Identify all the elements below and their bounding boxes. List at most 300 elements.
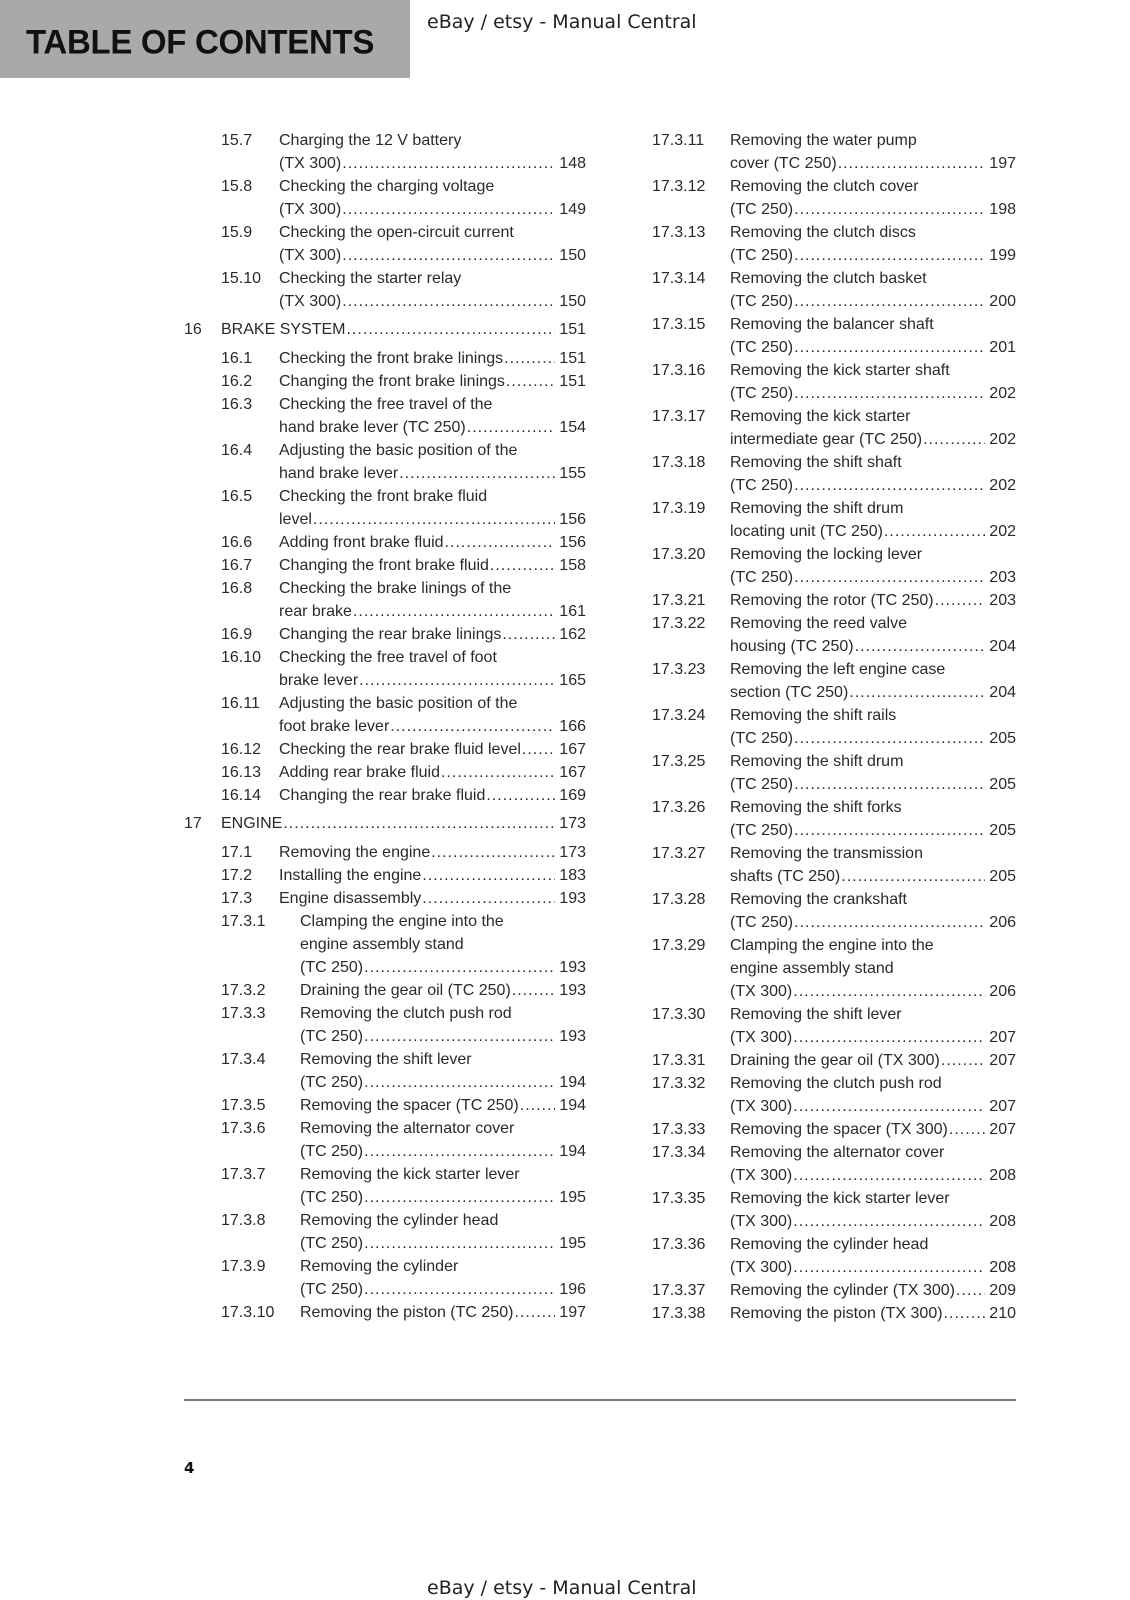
toc-entry-number: 17.3.27 <box>652 845 706 862</box>
toc-entry-page: 208 <box>989 1259 1016 1276</box>
toc-entry-title: Checking the rear brake fluid level <box>279 741 521 758</box>
toc-entry-page: 194 <box>559 1143 586 1160</box>
toc-entry-title: Changing the front brake fluid <box>279 557 489 574</box>
toc-entry-number: 17.3.10 <box>221 1304 275 1321</box>
toc-entry[interactable] <box>652 1187 1016 1233</box>
toc-entry[interactable] <box>652 1072 1016 1118</box>
toc-entry-number: 17.3.28 <box>652 891 706 908</box>
toc-entry-number: 17.3.20 <box>652 546 706 563</box>
toc-entry-page: 205 <box>989 730 1016 747</box>
dot-leader <box>522 738 555 761</box>
toc-entry[interactable] <box>184 623 586 646</box>
toc-entry-title: Removing the cylinder (TX 300) <box>730 1282 955 1299</box>
watermark-bottom: eBay / etsy - Manual Central <box>427 1577 697 1599</box>
toc-entry-title: (TX 300) <box>730 1259 793 1276</box>
toc-entry-title: (TC 250) <box>730 339 794 356</box>
dot-leader <box>793 1026 985 1049</box>
toc-entry-number: 17.3.1 <box>221 913 266 930</box>
toc-entry-title: Removing the kick starter shaft <box>730 362 950 379</box>
toc-entry[interactable] <box>652 1118 1016 1141</box>
toc-entry-number: 17.3.17 <box>652 408 706 425</box>
toc-entry-title: (TC 250) <box>730 247 794 264</box>
toc-entry[interactable] <box>184 554 586 577</box>
dot-leader <box>794 382 985 405</box>
dot-leader <box>364 956 555 979</box>
toc-entry-title: (TC 250) <box>300 1143 364 1160</box>
toc-entry-title: Removing the balancer shaft <box>730 316 934 333</box>
toc-entry-number: 15.10 <box>221 270 262 287</box>
toc-entry-page: 151 <box>559 373 586 390</box>
dot-leader <box>422 864 555 887</box>
toc-entry-number: 16.6 <box>221 534 253 551</box>
toc-entry-number: 15.9 <box>221 224 253 241</box>
dot-leader <box>793 980 985 1003</box>
toc-entry[interactable] <box>652 543 1016 589</box>
toc-entry[interactable] <box>652 313 1016 359</box>
dot-leader <box>342 244 555 267</box>
toc-entry-title: (TC 250) <box>730 385 794 402</box>
toc-entry[interactable] <box>652 1049 1016 1072</box>
toc-entry-number: 17.3.22 <box>652 615 706 632</box>
dot-leader <box>793 1256 985 1279</box>
toc-entry-title: (TC 250) <box>730 822 794 839</box>
toc-entry-title: section (TC 250) <box>730 684 849 701</box>
toc-entry-page: 196 <box>559 1281 586 1298</box>
dot-leader <box>445 531 555 554</box>
dot-leader <box>794 566 985 589</box>
toc-entry[interactable] <box>652 796 1016 842</box>
toc-entry-page: 194 <box>559 1097 586 1114</box>
dot-leader <box>794 290 985 313</box>
toc-entry[interactable] <box>652 589 1016 612</box>
toc-entry-number: 17.3.25 <box>652 753 706 770</box>
toc-entry-number: 17 <box>184 815 202 832</box>
dot-leader <box>794 773 985 796</box>
dot-leader <box>794 244 985 267</box>
toc-entry-title: Checking the charging voltage <box>279 178 495 195</box>
dot-leader <box>504 347 555 370</box>
toc-entry[interactable] <box>184 841 586 864</box>
toc-entry[interactable] <box>652 750 1016 796</box>
toc-entry-number: 17.3.16 <box>652 362 706 379</box>
dot-leader <box>884 520 985 543</box>
page-number: 4 <box>184 1459 195 1477</box>
toc-entry-title: foot brake lever <box>279 718 390 735</box>
dot-leader <box>486 784 555 807</box>
toc-entry-number: 17.3.3 <box>221 1005 266 1022</box>
toc-entry-title: Checking the open-circuit current <box>279 224 514 241</box>
toc-entry-page: 161 <box>559 603 586 620</box>
toc-entry[interactable] <box>652 175 1016 221</box>
toc-entry-title: Removing the piston (TC 250) <box>300 1304 514 1321</box>
toc-entry-number: 17.3.5 <box>221 1097 266 1114</box>
toc-entry[interactable] <box>184 646 586 692</box>
footer-divider <box>184 1399 1016 1401</box>
toc-entry[interactable] <box>652 1141 1016 1187</box>
toc-entry-page: 209 <box>989 1282 1016 1299</box>
toc-entry[interactable] <box>652 1302 1016 1325</box>
toc-entry-number: 17.3.9 <box>221 1258 266 1275</box>
toc-entry[interactable] <box>184 1255 586 1301</box>
toc-entry-title: (TC 250) <box>300 959 364 976</box>
toc-entry-page: 167 <box>559 764 586 781</box>
toc-entry-page: 162 <box>559 626 586 643</box>
dot-leader <box>935 589 985 612</box>
toc-entry-title: hand brake lever <box>279 465 399 482</box>
toc-entry-number: 17.2 <box>221 867 253 884</box>
toc-entry-page: 193 <box>559 959 586 976</box>
toc-entry-title: Removing the shift drum <box>730 753 904 770</box>
toc-entry-number: 17.3.29 <box>652 937 706 954</box>
toc-entry-title: Checking the starter relay <box>279 270 462 287</box>
toc-entry-title: Clamping the engine into the <box>730 937 934 954</box>
toc-entry-number: 16.10 <box>221 649 262 666</box>
dot-leader <box>342 152 555 175</box>
dot-leader <box>364 1025 555 1048</box>
toc-entry[interactable] <box>184 347 586 370</box>
toc-entry-title: hand brake lever (TC 250) <box>279 419 466 436</box>
toc-entry-title: housing (TC 250) <box>730 638 854 655</box>
toc-entry-title: Removing the engine <box>279 844 431 861</box>
toc-entry-page: 207 <box>989 1029 1016 1046</box>
toc-entry-title: Removing the water pump <box>730 132 917 149</box>
toc-entry-title: (TC 250) <box>730 201 794 218</box>
toc-entry-number: 16.4 <box>221 442 253 459</box>
toc-entry-title: Removing the clutch discs <box>730 224 916 241</box>
toc-entry[interactable] <box>184 531 586 554</box>
dot-leader <box>514 1301 555 1324</box>
toc-entry-title: (TX 300) <box>279 293 342 310</box>
toc-entry[interactable] <box>184 221 586 267</box>
toc-entry-title: Removing the spacer (TC 250) <box>300 1097 519 1114</box>
toc-entry-title: ENGINE <box>221 815 283 832</box>
toc-entry-title: Removing the shift drum <box>730 500 904 517</box>
toc-entry-title: (TX 300) <box>730 1213 793 1230</box>
toc-entry-title: engine assembly stand <box>730 960 894 977</box>
toc-entry-number: 17.3.38 <box>652 1305 706 1322</box>
toc-entry[interactable] <box>184 577 586 623</box>
toc-entry-title: Removing the shift lever <box>730 1006 902 1023</box>
toc-entry-title: (TX 300) <box>279 155 342 172</box>
toc-entry-title: Clamping the engine into the <box>300 913 504 930</box>
toc-entry-number: 17.3.11 <box>652 132 705 149</box>
toc-entry-title: intermediate gear (TC 250) <box>730 431 923 448</box>
toc-entry-page: 201 <box>989 339 1016 356</box>
toc-entry-title: (TC 250) <box>300 1028 364 1045</box>
toc-entry-page: 165 <box>559 672 586 689</box>
toc-entry-page: 166 <box>559 718 586 735</box>
toc-entry-number: 16.9 <box>221 626 253 643</box>
toc-entry[interactable] <box>184 267 586 313</box>
toc-entry-page: 195 <box>559 1235 586 1252</box>
toc-entry-number: 15.8 <box>221 178 253 195</box>
dot-leader <box>949 1118 985 1141</box>
toc-entry-title: (TC 250) <box>730 569 794 586</box>
toc-entry-number: 17.3.8 <box>221 1212 266 1229</box>
toc-entry-title: Removing the spacer (TX 300) <box>730 1121 948 1138</box>
toc-entry-title: Removing the clutch push rod <box>730 1075 942 1092</box>
toc-entry-number: 17.3.33 <box>652 1121 706 1138</box>
dot-leader <box>838 152 985 175</box>
toc-entry-number: 17.3.6 <box>221 1120 266 1137</box>
toc-entry[interactable] <box>184 318 586 341</box>
toc-entry-number: 16.11 <box>221 695 260 712</box>
dot-leader <box>793 1210 985 1233</box>
toc-entry-title: engine assembly stand <box>300 936 464 953</box>
toc-entry-title: level <box>279 511 312 528</box>
toc-entry[interactable] <box>652 359 1016 405</box>
toc-entry-number: 17.3.12 <box>652 178 706 195</box>
toc-entry-title: Adjusting the basic position of the <box>279 695 518 712</box>
dot-leader <box>793 1095 985 1118</box>
toc-entry[interactable] <box>652 888 1016 934</box>
toc-entry-title: Removing the clutch push rod <box>300 1005 512 1022</box>
toc-entry-title: Removing the cylinder <box>300 1258 459 1275</box>
page-title: TABLE OF CONTENTS <box>26 22 375 61</box>
toc-entry-title: Removing the alternator cover <box>730 1144 945 1161</box>
toc-entry-title: cover (TC 250) <box>730 155 837 172</box>
toc-entry-page: 202 <box>989 477 1016 494</box>
toc-entry[interactable] <box>184 1002 586 1048</box>
toc-entry[interactable] <box>184 370 586 393</box>
dot-leader <box>441 761 555 784</box>
header-banner <box>0 0 410 78</box>
toc-entry-page: 193 <box>559 1028 586 1045</box>
toc-entry-title: Removing the cylinder head <box>730 1236 929 1253</box>
toc-entry-page: 202 <box>989 385 1016 402</box>
toc-entry[interactable] <box>652 267 1016 313</box>
toc-entry-number: 17.3.34 <box>652 1144 706 1161</box>
toc-entry-page: 173 <box>559 815 586 832</box>
toc-entry-page: 202 <box>989 431 1016 448</box>
toc-entry-number: 17.3.14 <box>652 270 706 287</box>
toc-entry-title: Charging the 12 V battery <box>279 132 462 149</box>
toc-entry[interactable] <box>184 692 586 738</box>
toc-entry-page: 173 <box>559 844 586 861</box>
toc-entry-title: Engine disassembly <box>279 890 422 907</box>
toc-entry-page: 206 <box>989 914 1016 931</box>
toc-entry-page: 193 <box>559 890 586 907</box>
dot-leader <box>399 462 555 485</box>
toc-entry-page: 156 <box>559 511 586 528</box>
toc-entry[interactable] <box>184 979 586 1002</box>
toc-entry-page: 199 <box>989 247 1016 264</box>
dot-leader <box>956 1279 985 1302</box>
toc-entry-page: 207 <box>989 1098 1016 1115</box>
toc-entry[interactable] <box>184 910 586 979</box>
toc-entry-title: Installing the engine <box>279 867 422 884</box>
toc-entry-title: Removing the locking lever <box>730 546 923 563</box>
toc-entry-number: 17.3.2 <box>221 982 266 999</box>
toc-right-column <box>652 129 1016 1325</box>
toc-entry[interactable] <box>652 1233 1016 1279</box>
dot-leader <box>467 416 555 439</box>
toc-entry[interactable] <box>184 1048 586 1094</box>
toc-entry-page: 210 <box>989 1305 1016 1322</box>
toc-entry-number: 16.12 <box>221 741 262 758</box>
dot-leader <box>313 508 555 531</box>
toc-entry[interactable] <box>184 887 586 910</box>
toc-entry[interactable] <box>184 784 586 807</box>
toc-entry-title: Checking the free travel of foot <box>279 649 497 666</box>
toc-entry-title: Adding rear brake fluid <box>279 764 440 781</box>
dot-leader <box>941 1049 985 1072</box>
toc-entry[interactable] <box>652 1003 1016 1049</box>
toc-entry-number: 16.7 <box>221 557 253 574</box>
toc-entry-page: 205 <box>989 776 1016 793</box>
toc-entry-number: 16.5 <box>221 488 253 505</box>
toc-entry-page: 193 <box>559 982 586 999</box>
toc-entry-title: Removing the rotor (TC 250) <box>730 592 934 609</box>
toc-entry-title: locating unit (TC 250) <box>730 523 883 540</box>
toc-entry-title: Adding front brake fluid <box>279 534 444 551</box>
toc-entry-title: (TC 250) <box>730 293 794 310</box>
toc-entry-title: Removing the kick starter lever <box>730 1190 950 1207</box>
toc-entry[interactable] <box>184 1209 586 1255</box>
toc-entry[interactable] <box>184 439 586 485</box>
toc-entry[interactable] <box>184 393 586 439</box>
dot-leader <box>390 715 555 738</box>
dot-leader <box>849 681 985 704</box>
toc-entry-page: 202 <box>989 523 1016 540</box>
toc-entry-title: Removing the shift forks <box>730 799 902 816</box>
toc-entry-number: 17.3.30 <box>652 1006 706 1023</box>
toc-entry-page: 197 <box>989 155 1016 172</box>
toc-entry-title: Removing the kick starter <box>730 408 911 425</box>
toc-entry-page: 150 <box>559 293 586 310</box>
dot-leader <box>502 623 555 646</box>
toc-entry-page: 154 <box>559 419 586 436</box>
toc-entry-title: (TX 300) <box>279 201 342 218</box>
dot-leader <box>793 1164 985 1187</box>
dot-leader <box>422 887 555 910</box>
toc-entry[interactable] <box>184 1094 586 1117</box>
dot-leader <box>794 474 985 497</box>
toc-entry[interactable] <box>652 842 1016 888</box>
toc-entry[interactable] <box>184 175 586 221</box>
toc-entry-title: Checking the brake linings of the <box>279 580 512 597</box>
toc-entry-title: Removing the piston (TX 300) <box>730 1305 943 1322</box>
toc-entry[interactable] <box>652 221 1016 267</box>
toc-entry[interactable] <box>184 485 586 531</box>
dot-leader <box>841 865 985 888</box>
toc-entry[interactable] <box>184 864 586 887</box>
dot-leader <box>794 336 985 359</box>
toc-entry[interactable] <box>652 405 1016 451</box>
dot-leader <box>944 1302 985 1325</box>
toc-entry-number: 17.3.32 <box>652 1075 706 1092</box>
toc-entry-page: 169 <box>559 787 586 804</box>
toc-entry-title: Removing the shift lever <box>300 1051 472 1068</box>
dot-leader <box>512 979 555 1002</box>
toc-entry-page: 206 <box>989 983 1016 1000</box>
dot-leader <box>364 1186 555 1209</box>
dot-leader <box>506 370 555 393</box>
toc-entry-page: 167 <box>559 741 586 758</box>
toc-entry[interactable] <box>184 738 586 761</box>
toc-entry-number: 17.3.4 <box>221 1051 266 1068</box>
toc-entry-title: (TX 300) <box>730 1167 793 1184</box>
toc-entry-number: 17.3.15 <box>652 316 706 333</box>
toc-entry-title: Adjusting the basic position of the <box>279 442 518 459</box>
dot-leader <box>364 1140 555 1163</box>
toc-entry-title: Removing the clutch cover <box>730 178 919 195</box>
toc-entry[interactable] <box>184 1163 586 1209</box>
toc-entry[interactable] <box>652 1279 1016 1302</box>
toc-entry-title: Changing the rear brake fluid <box>279 787 486 804</box>
toc-entry-page: 203 <box>989 592 1016 609</box>
toc-entry-page: 200 <box>989 293 1016 310</box>
toc-entry[interactable] <box>184 761 586 784</box>
toc-entry[interactable] <box>652 658 1016 704</box>
toc-entry[interactable] <box>184 129 586 175</box>
toc-entry-page: 208 <box>989 1213 1016 1230</box>
toc-entry-title: Changing the rear brake linings <box>279 626 502 643</box>
toc-entry-title: Removing the transmission <box>730 845 923 862</box>
dot-leader <box>283 812 555 835</box>
toc-entry-page: 148 <box>559 155 586 172</box>
dot-leader <box>353 600 555 623</box>
toc-entry[interactable] <box>184 1301 586 1324</box>
toc-entry-title: Checking the free travel of the <box>279 396 493 413</box>
dot-leader <box>794 727 985 750</box>
toc-entry[interactable] <box>652 451 1016 497</box>
toc-entry[interactable] <box>652 497 1016 543</box>
toc-entry-page: 195 <box>559 1189 586 1206</box>
toc-entry-number: 17.3.36 <box>652 1236 706 1253</box>
toc-entry-number: 17.3.13 <box>652 224 706 241</box>
dot-leader <box>359 669 555 692</box>
toc-entry-title: Removing the alternator cover <box>300 1120 515 1137</box>
watermark-top: eBay / etsy - Manual Central <box>427 11 697 33</box>
toc-entry-number: 17.3.19 <box>652 500 706 517</box>
toc-entry-number: 16.3 <box>221 396 253 413</box>
dot-leader <box>364 1232 555 1255</box>
toc-entry[interactable] <box>184 1117 586 1163</box>
toc-entry-page: 156 <box>559 534 586 551</box>
toc-entry-title: (TC 250) <box>730 477 794 494</box>
toc-entry-number: 17.3.7 <box>221 1166 266 1183</box>
toc-entry-number: 16.8 <box>221 580 253 597</box>
dot-leader <box>794 819 985 842</box>
toc-entry-title: (TC 250) <box>300 1189 364 1206</box>
toc-entry-page: 204 <box>989 638 1016 655</box>
toc-entry-page: 194 <box>559 1074 586 1091</box>
dot-leader <box>346 318 555 341</box>
toc-entry-title: Checking the front brake fluid <box>279 488 488 505</box>
toc-entry-number: 17.3.21 <box>652 592 706 609</box>
toc-entry-title: Removing the cylinder head <box>300 1212 499 1229</box>
toc-entry[interactable] <box>652 612 1016 658</box>
toc-entry[interactable] <box>652 934 1016 1003</box>
toc-entry-title: rear brake <box>279 603 352 620</box>
toc-entry[interactable] <box>652 704 1016 750</box>
toc-entry-page: 183 <box>559 867 586 884</box>
toc-entry-title: Draining the gear oil (TC 250) <box>300 982 511 999</box>
toc-entry-title: Removing the kick starter lever <box>300 1166 520 1183</box>
toc-entry-page: 203 <box>989 569 1016 586</box>
toc-entry-number: 16.2 <box>221 373 253 390</box>
toc-entry-number: 17.3 <box>221 890 253 907</box>
toc-entry[interactable] <box>652 129 1016 175</box>
toc-entry-title: (TC 250) <box>730 776 794 793</box>
dot-leader <box>923 428 985 451</box>
dot-leader <box>364 1278 555 1301</box>
toc-entry-number: 16.14 <box>221 787 262 804</box>
toc-entry-title: (TX 300) <box>279 247 342 264</box>
toc-entry-title: Removing the reed valve <box>730 615 907 632</box>
toc-entry[interactable] <box>184 812 586 835</box>
